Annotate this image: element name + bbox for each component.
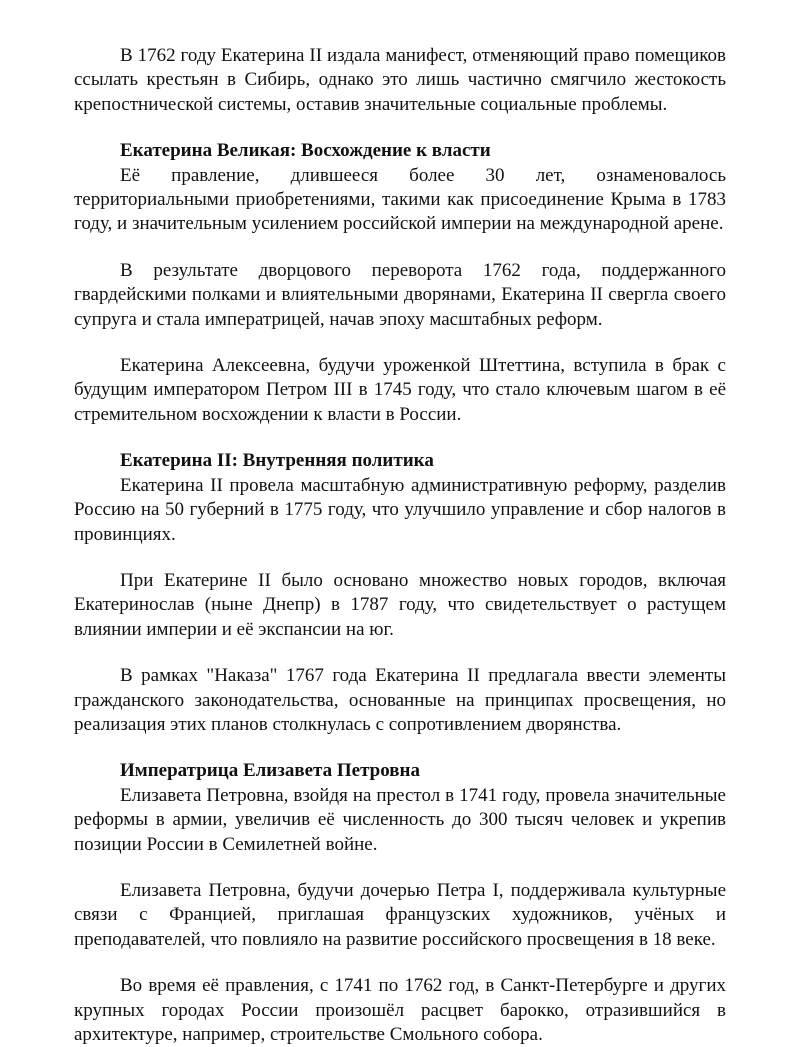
section-heading-catherine-domestic: Екатерина II: Внутренняя политика — [120, 450, 434, 472]
paragraph: Во время её правления, с 1741 по 1762 год, в Санкт-Петербурге и других крупных городах России произошёл расцвет барокко, отразившийся в архитектуре, например, строительстве Смольного собора. — [74, 975, 726, 1045]
paragraph: Елизавета Петровна, будучи дочерью Петра I, поддерживала культурные связи с Францией, приглашая французских художников, учёных и преподавателей, что повлияло на развитие российского просвещения в 18 веке. — [74, 879, 726, 950]
section-heading-catherine-rise: Екатерина Великая: Восхождение к власти — [120, 140, 491, 162]
paragraph: Её правление, длившееся более 30 лет, ознаменовалось территориальными приобретениями, такими как присоединение Крыма в 1783 году, и значительным усилением российской империи на международной арене. — [74, 164, 726, 235]
paragraph: Екатерина Алексеевна, будучи уроженкой Штеттина, вступила в брак с будущим императором Петром III в 1745 году, что стало ключевым шагом в её стремительном восхождении к власти в России. — [74, 355, 726, 425]
intro-paragraph: В 1762 году Екатерина II издала манифест, отменяющий право помещиков ссылать крестьян в Сибирь, однако это лишь частично смягчило жестокость крепостнической системы, оставив значительные социальные проблемы. — [74, 45, 726, 115]
paragraph: Екатерина II провела масштабную административную реформу, разделив Россию на 50 губерний в 1775 году, что улучшило управление и сбор налогов в провинциях. — [74, 474, 726, 545]
document-page — [74, 44, 726, 1047]
section-heading-elizabeth: Императрица Елизавета Петровна — [120, 760, 420, 782]
paragraph: В рамках "Наказа" 1767 года Екатерина II предлагала ввести элементы гражданского законодательства, основанные на принципах просвещения, но реализация этих планов столкнулась с сопротивлением дворянства. — [74, 665, 726, 735]
paragraph: В результате дворцового переворота 1762 года, поддержанного гвардейскими полками и влиятельными дворянами, Екатерина II свергла своего супруга и стала императрицей, начав эпоху масштабных реформ. — [74, 259, 726, 330]
paragraph: Елизавета Петровна, взойдя на престол в 1741 году, провела значительные реформы в армии, увеличив её численность до 300 тысяч человек и укрепив позиции России в Семилетней войне. — [74, 784, 726, 855]
paragraph: При Екатерине II было основано множество новых городов, включая Екатеринослав (ныне Днепр) в 1787 году, что свидетельствует о растущем влиянии империи и её экспансии на юг. — [74, 569, 726, 640]
